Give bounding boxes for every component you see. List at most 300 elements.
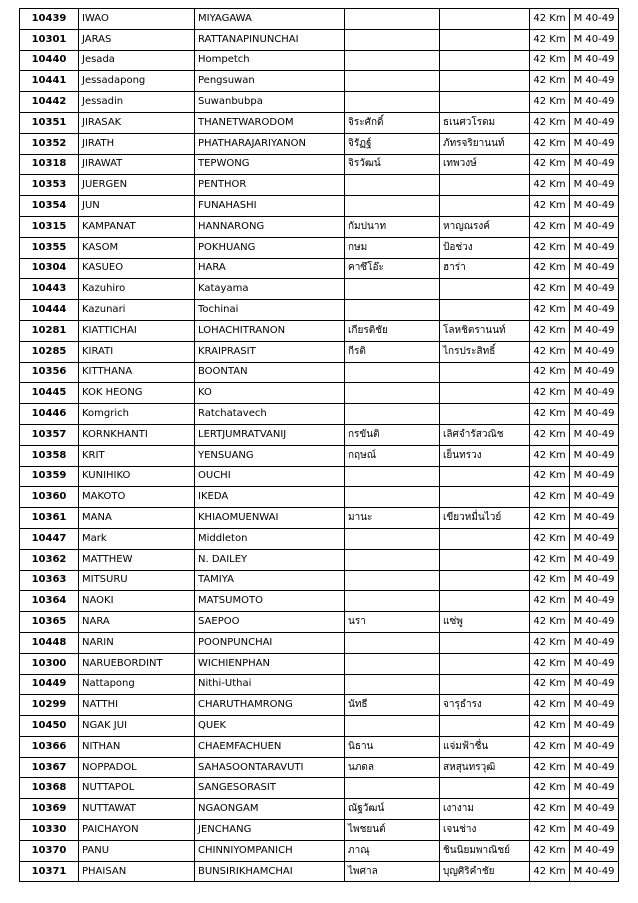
last-name-cell: NGAONGAM: [195, 799, 345, 820]
first-name-cell: KUNIHIKO: [79, 466, 195, 487]
table-row: [20, 196, 619, 217]
bib-number-cell: 10360: [20, 487, 79, 508]
thai-first-name-cell: [345, 50, 440, 71]
thai-last-name-cell: ฮาร่า: [440, 258, 530, 279]
bib-number-cell: 10285: [20, 341, 79, 362]
category-cell: M 40-49: [570, 861, 619, 882]
category-cell: M 40-49: [570, 175, 619, 196]
bib-number-cell: 10352: [20, 133, 79, 154]
first-name-cell: JARAS: [79, 29, 195, 50]
thai-first-name-cell: [345, 175, 440, 196]
category-cell: M 40-49: [570, 362, 619, 383]
last-name-cell: THANETWARODOM: [195, 112, 345, 133]
thai-last-name-cell: [440, 92, 530, 113]
distance-cell: 42 Km: [530, 778, 570, 799]
bib-number-cell: 10368: [20, 778, 79, 799]
last-name-cell: YENSUANG: [195, 445, 345, 466]
table-row: [20, 757, 619, 778]
thai-last-name-cell: ไกรประสิทธิ์: [440, 341, 530, 362]
bib-number-cell: 10364: [20, 591, 79, 612]
thai-first-name-cell: นิธาน: [345, 736, 440, 757]
category-cell: M 40-49: [570, 695, 619, 716]
table-row: [20, 487, 619, 508]
bib-number-cell: 10365: [20, 612, 79, 633]
category-cell: M 40-49: [570, 716, 619, 737]
last-name-cell: PHATHARAJARIYANON: [195, 133, 345, 154]
bib-number-cell: 10299: [20, 695, 79, 716]
bib-number-cell: 10369: [20, 799, 79, 820]
last-name-cell: IKEDA: [195, 487, 345, 508]
last-name-cell: HARA: [195, 258, 345, 279]
thai-first-name-cell: [345, 632, 440, 653]
distance-cell: 42 Km: [530, 383, 570, 404]
thai-first-name-cell: [345, 487, 440, 508]
thai-first-name-cell: [345, 674, 440, 695]
bib-number-cell: 10356: [20, 362, 79, 383]
distance-cell: 42 Km: [530, 362, 570, 383]
thai-last-name-cell: [440, 778, 530, 799]
thai-last-name-cell: [440, 196, 530, 217]
thai-last-name-cell: [440, 570, 530, 591]
table-row: [20, 695, 619, 716]
thai-last-name-cell: [440, 50, 530, 71]
distance-cell: 42 Km: [530, 50, 570, 71]
category-cell: M 40-49: [570, 154, 619, 175]
category-cell: M 40-49: [570, 237, 619, 258]
distance-cell: 42 Km: [530, 112, 570, 133]
table-row: [20, 424, 619, 445]
distance-cell: 42 Km: [530, 237, 570, 258]
last-name-cell: Pengsuwan: [195, 71, 345, 92]
thai-first-name-cell: [345, 404, 440, 425]
distance-cell: 42 Km: [530, 196, 570, 217]
thai-first-name-cell: กัมปนาท: [345, 216, 440, 237]
first-name-cell: NUTTAPOL: [79, 778, 195, 799]
first-name-cell: Jessadapong: [79, 71, 195, 92]
distance-cell: 42 Km: [530, 549, 570, 570]
last-name-cell: LERTJUMRATVANIJ: [195, 424, 345, 445]
table-row: [20, 736, 619, 757]
thai-last-name-cell: เงางาม: [440, 799, 530, 820]
first-name-cell: KRIT: [79, 445, 195, 466]
distance-cell: 42 Km: [530, 71, 570, 92]
first-name-cell: PHAISAN: [79, 861, 195, 882]
last-name-cell: TEPWONG: [195, 154, 345, 175]
thai-last-name-cell: บุญศิริคำชัย: [440, 861, 530, 882]
last-name-cell: BOONTAN: [195, 362, 345, 383]
thai-last-name-cell: [440, 487, 530, 508]
distance-cell: 42 Km: [530, 424, 570, 445]
distance-cell: 42 Km: [530, 653, 570, 674]
distance-cell: 42 Km: [530, 29, 570, 50]
last-name-cell: WICHIENPHAN: [195, 653, 345, 674]
category-cell: M 40-49: [570, 466, 619, 487]
table-row: [20, 216, 619, 237]
category-cell: M 40-49: [570, 279, 619, 300]
last-name-cell: Ratchatavech: [195, 404, 345, 425]
thai-last-name-cell: สหสุนทรวุฒิ: [440, 757, 530, 778]
category-cell: M 40-49: [570, 632, 619, 653]
thai-last-name-cell: [440, 175, 530, 196]
thai-first-name-cell: [345, 716, 440, 737]
table-row: [20, 112, 619, 133]
category-cell: M 40-49: [570, 757, 619, 778]
first-name-cell: Jessadin: [79, 92, 195, 113]
thai-first-name-cell: [345, 92, 440, 113]
category-cell: M 40-49: [570, 528, 619, 549]
last-name-cell: HANNARONG: [195, 216, 345, 237]
first-name-cell: KAMPANAT: [79, 216, 195, 237]
first-name-cell: JIRASAK: [79, 112, 195, 133]
thai-last-name-cell: เทพวงษ์: [440, 154, 530, 175]
first-name-cell: NOPPADOL: [79, 757, 195, 778]
category-cell: M 40-49: [570, 341, 619, 362]
table-row: [20, 820, 619, 841]
thai-first-name-cell: [345, 9, 440, 30]
bib-number-cell: 10371: [20, 861, 79, 882]
bib-number-cell: 10446: [20, 404, 79, 425]
thai-last-name-cell: [440, 300, 530, 321]
thai-first-name-cell: จิรัฏฐ์: [345, 133, 440, 154]
thai-first-name-cell: มานะ: [345, 508, 440, 529]
bib-number-cell: 10304: [20, 258, 79, 279]
thai-first-name-cell: [345, 362, 440, 383]
thai-last-name-cell: [440, 716, 530, 737]
distance-cell: 42 Km: [530, 695, 570, 716]
first-name-cell: MANA: [79, 508, 195, 529]
thai-first-name-cell: [345, 549, 440, 570]
table-row: [20, 716, 619, 737]
table-row: [20, 279, 619, 300]
category-cell: M 40-49: [570, 799, 619, 820]
thai-last-name-cell: [440, 362, 530, 383]
distance-cell: 42 Km: [530, 570, 570, 591]
thai-last-name-cell: [440, 383, 530, 404]
thai-last-name-cell: เย็นทรวง: [440, 445, 530, 466]
distance-cell: 42 Km: [530, 466, 570, 487]
thai-first-name-cell: [345, 653, 440, 674]
thai-first-name-cell: นัทธี: [345, 695, 440, 716]
last-name-cell: Middleton: [195, 528, 345, 549]
bib-number-cell: 10370: [20, 840, 79, 861]
last-name-cell: KRAIPRASIT: [195, 341, 345, 362]
bib-number-cell: 10449: [20, 674, 79, 695]
distance-cell: 42 Km: [530, 632, 570, 653]
category-cell: M 40-49: [570, 258, 619, 279]
first-name-cell: MITSURU: [79, 570, 195, 591]
category-cell: M 40-49: [570, 612, 619, 633]
category-cell: M 40-49: [570, 383, 619, 404]
thai-last-name-cell: ภัทรจริยานนท์: [440, 133, 530, 154]
thai-last-name-cell: เลิศจำรัสวณิช: [440, 424, 530, 445]
bib-number-cell: 10447: [20, 528, 79, 549]
first-name-cell: NARA: [79, 612, 195, 633]
thai-last-name-cell: โลหชิตรานนท์: [440, 320, 530, 341]
first-name-cell: KORNKHANTI: [79, 424, 195, 445]
distance-cell: 42 Km: [530, 861, 570, 882]
category-cell: M 40-49: [570, 487, 619, 508]
table-row: [20, 612, 619, 633]
bib-number-cell: 10439: [20, 9, 79, 30]
table-row: [20, 549, 619, 570]
last-name-cell: CHINNIYOMPANICH: [195, 840, 345, 861]
bib-number-cell: 10442: [20, 92, 79, 113]
first-name-cell: MAKOTO: [79, 487, 195, 508]
table-row: [20, 466, 619, 487]
bib-number-cell: 10354: [20, 196, 79, 217]
distance-cell: 42 Km: [530, 216, 570, 237]
last-name-cell: Suwanbubpa: [195, 92, 345, 113]
category-cell: M 40-49: [570, 216, 619, 237]
first-name-cell: JIRATH: [79, 133, 195, 154]
distance-cell: 42 Km: [530, 840, 570, 861]
first-name-cell: Kazunari: [79, 300, 195, 321]
bib-number-cell: 10315: [20, 216, 79, 237]
first-name-cell: JUERGEN: [79, 175, 195, 196]
distance-cell: 42 Km: [530, 320, 570, 341]
bib-number-cell: 10318: [20, 154, 79, 175]
distance-cell: 42 Km: [530, 674, 570, 695]
table-row: [20, 258, 619, 279]
table-row: [20, 383, 619, 404]
distance-cell: 42 Km: [530, 175, 570, 196]
table-row: [20, 320, 619, 341]
bib-number-cell: 10366: [20, 736, 79, 757]
thai-last-name-cell: ชินนิยมพาณิชย์: [440, 840, 530, 861]
distance-cell: 42 Km: [530, 92, 570, 113]
thai-last-name-cell: ป้อช่วง: [440, 237, 530, 258]
bib-number-cell: 10351: [20, 112, 79, 133]
last-name-cell: RATTANAPINUNCHAI: [195, 29, 345, 50]
table-row: [20, 133, 619, 154]
bib-number-cell: 10355: [20, 237, 79, 258]
first-name-cell: JIRAWAT: [79, 154, 195, 175]
table-row: [20, 445, 619, 466]
category-cell: M 40-49: [570, 653, 619, 674]
table-row: [20, 404, 619, 425]
distance-cell: 42 Km: [530, 612, 570, 633]
distance-cell: 42 Km: [530, 404, 570, 425]
bib-number-cell: 10443: [20, 279, 79, 300]
runner-rows: [20, 9, 619, 882]
category-cell: M 40-49: [570, 778, 619, 799]
first-name-cell: JUN: [79, 196, 195, 217]
thai-last-name-cell: [440, 404, 530, 425]
last-name-cell: KHIAOMUENWAI: [195, 508, 345, 529]
category-cell: M 40-49: [570, 300, 619, 321]
thai-first-name-cell: [345, 71, 440, 92]
distance-cell: 42 Km: [530, 445, 570, 466]
table-row: [20, 653, 619, 674]
thai-first-name-cell: จิรวัฒน์: [345, 154, 440, 175]
last-name-cell: CHARUTHAMRONG: [195, 695, 345, 716]
thai-first-name-cell: ไพชยนต์: [345, 820, 440, 841]
last-name-cell: FUNAHASHI: [195, 196, 345, 217]
thai-first-name-cell: ณัฐวัฒน์: [345, 799, 440, 820]
last-name-cell: Katayama: [195, 279, 345, 300]
first-name-cell: PANU: [79, 840, 195, 861]
last-name-cell: Nithi-Uthai: [195, 674, 345, 695]
thai-first-name-cell: กษม: [345, 237, 440, 258]
first-name-cell: KIRATI: [79, 341, 195, 362]
table-row: [20, 778, 619, 799]
distance-cell: 42 Km: [530, 528, 570, 549]
thai-first-name-cell: [345, 196, 440, 217]
thai-last-name-cell: [440, 528, 530, 549]
bib-number-cell: 10441: [20, 71, 79, 92]
bib-number-cell: 10361: [20, 508, 79, 529]
table-row: [20, 861, 619, 882]
distance-cell: 42 Km: [530, 820, 570, 841]
thai-last-name-cell: เจนช่าง: [440, 820, 530, 841]
bib-number-cell: 10363: [20, 570, 79, 591]
first-name-cell: NGAK JUI: [79, 716, 195, 737]
thai-last-name-cell: [440, 591, 530, 612]
category-cell: M 40-49: [570, 71, 619, 92]
thai-first-name-cell: คาซึโอ๊ะ: [345, 258, 440, 279]
thai-last-name-cell: [440, 466, 530, 487]
table-row: [20, 840, 619, 861]
distance-cell: 42 Km: [530, 9, 570, 30]
category-cell: M 40-49: [570, 840, 619, 861]
table-row: [20, 71, 619, 92]
last-name-cell: CHAEMFACHUEN: [195, 736, 345, 757]
thai-last-name-cell: [440, 71, 530, 92]
table-row: [20, 29, 619, 50]
table-row: [20, 9, 619, 30]
category-cell: M 40-49: [570, 445, 619, 466]
first-name-cell: Kazuhiro: [79, 279, 195, 300]
thai-first-name-cell: นภดล: [345, 757, 440, 778]
category-cell: M 40-49: [570, 320, 619, 341]
distance-cell: 42 Km: [530, 300, 570, 321]
last-name-cell: QUEK: [195, 716, 345, 737]
distance-cell: 42 Km: [530, 736, 570, 757]
thai-first-name-cell: กรขันติ: [345, 424, 440, 445]
table-row: [20, 362, 619, 383]
table-row: [20, 674, 619, 695]
table-row: [20, 341, 619, 362]
runner-table: [19, 8, 619, 882]
thai-last-name-cell: [440, 632, 530, 653]
table-row: [20, 799, 619, 820]
thai-first-name-cell: [345, 300, 440, 321]
distance-cell: 42 Km: [530, 716, 570, 737]
category-cell: M 40-49: [570, 591, 619, 612]
thai-last-name-cell: [440, 279, 530, 300]
thai-first-name-cell: [345, 591, 440, 612]
bib-number-cell: 10353: [20, 175, 79, 196]
last-name-cell: SANGESORASIT: [195, 778, 345, 799]
first-name-cell: MATTHEW: [79, 549, 195, 570]
last-name-cell: Hompetch: [195, 50, 345, 71]
last-name-cell: OUCHI: [195, 466, 345, 487]
thai-first-name-cell: [345, 466, 440, 487]
category-cell: M 40-49: [570, 508, 619, 529]
bib-number-cell: 10444: [20, 300, 79, 321]
bib-number-cell: 10445: [20, 383, 79, 404]
bib-number-cell: 10300: [20, 653, 79, 674]
last-name-cell: Tochinai: [195, 300, 345, 321]
category-cell: M 40-49: [570, 50, 619, 71]
bib-number-cell: 10367: [20, 757, 79, 778]
first-name-cell: NATTHI: [79, 695, 195, 716]
category-cell: M 40-49: [570, 736, 619, 757]
table-row: [20, 154, 619, 175]
bib-number-cell: 10440: [20, 50, 79, 71]
category-cell: M 40-49: [570, 133, 619, 154]
thai-first-name-cell: ภาณุ: [345, 840, 440, 861]
thai-last-name-cell: แจ่มฟ้าชื่น: [440, 736, 530, 757]
bib-number-cell: 10448: [20, 632, 79, 653]
first-name-cell: Komgrich: [79, 404, 195, 425]
thai-first-name-cell: [345, 383, 440, 404]
first-name-cell: Mark: [79, 528, 195, 549]
last-name-cell: JENCHANG: [195, 820, 345, 841]
table-row: [20, 591, 619, 612]
last-name-cell: PENTHOR: [195, 175, 345, 196]
category-cell: M 40-49: [570, 674, 619, 695]
distance-cell: 42 Km: [530, 258, 570, 279]
first-name-cell: KIATTICHAI: [79, 320, 195, 341]
thai-last-name-cell: [440, 549, 530, 570]
first-name-cell: KOK HEONG: [79, 383, 195, 404]
table-row: [20, 300, 619, 321]
bib-number-cell: 10450: [20, 716, 79, 737]
distance-cell: 42 Km: [530, 279, 570, 300]
category-cell: M 40-49: [570, 820, 619, 841]
thai-last-name-cell: [440, 674, 530, 695]
table-row: [20, 570, 619, 591]
table-row: [20, 237, 619, 258]
thai-first-name-cell: [345, 528, 440, 549]
bib-number-cell: 10330: [20, 820, 79, 841]
last-name-cell: TAMIYA: [195, 570, 345, 591]
bib-number-cell: 10359: [20, 466, 79, 487]
distance-cell: 42 Km: [530, 508, 570, 529]
category-cell: M 40-49: [570, 424, 619, 445]
last-name-cell: POKHUANG: [195, 237, 345, 258]
category-cell: M 40-49: [570, 112, 619, 133]
thai-first-name-cell: กีรติ: [345, 341, 440, 362]
category-cell: M 40-49: [570, 92, 619, 113]
first-name-cell: KASUEO: [79, 258, 195, 279]
thai-first-name-cell: [345, 778, 440, 799]
distance-cell: 42 Km: [530, 487, 570, 508]
thai-first-name-cell: นรา: [345, 612, 440, 633]
first-name-cell: NAOKI: [79, 591, 195, 612]
last-name-cell: N. DAILEY: [195, 549, 345, 570]
thai-first-name-cell: จิระศักดิ์: [345, 112, 440, 133]
thai-first-name-cell: [345, 279, 440, 300]
bib-number-cell: 10357: [20, 424, 79, 445]
distance-cell: 42 Km: [530, 154, 570, 175]
first-name-cell: Nattapong: [79, 674, 195, 695]
table-row: [20, 92, 619, 113]
thai-last-name-cell: หาญณรงค์: [440, 216, 530, 237]
bib-number-cell: 10281: [20, 320, 79, 341]
thai-last-name-cell: ธเนศวโรดม: [440, 112, 530, 133]
table-row: [20, 508, 619, 529]
bib-number-cell: 10358: [20, 445, 79, 466]
first-name-cell: NUTTAWAT: [79, 799, 195, 820]
table-row: [20, 632, 619, 653]
category-cell: M 40-49: [570, 404, 619, 425]
last-name-cell: LOHACHITRANON: [195, 320, 345, 341]
thai-first-name-cell: กฤษณ์: [345, 445, 440, 466]
first-name-cell: IWAO: [79, 9, 195, 30]
table-row: [20, 175, 619, 196]
